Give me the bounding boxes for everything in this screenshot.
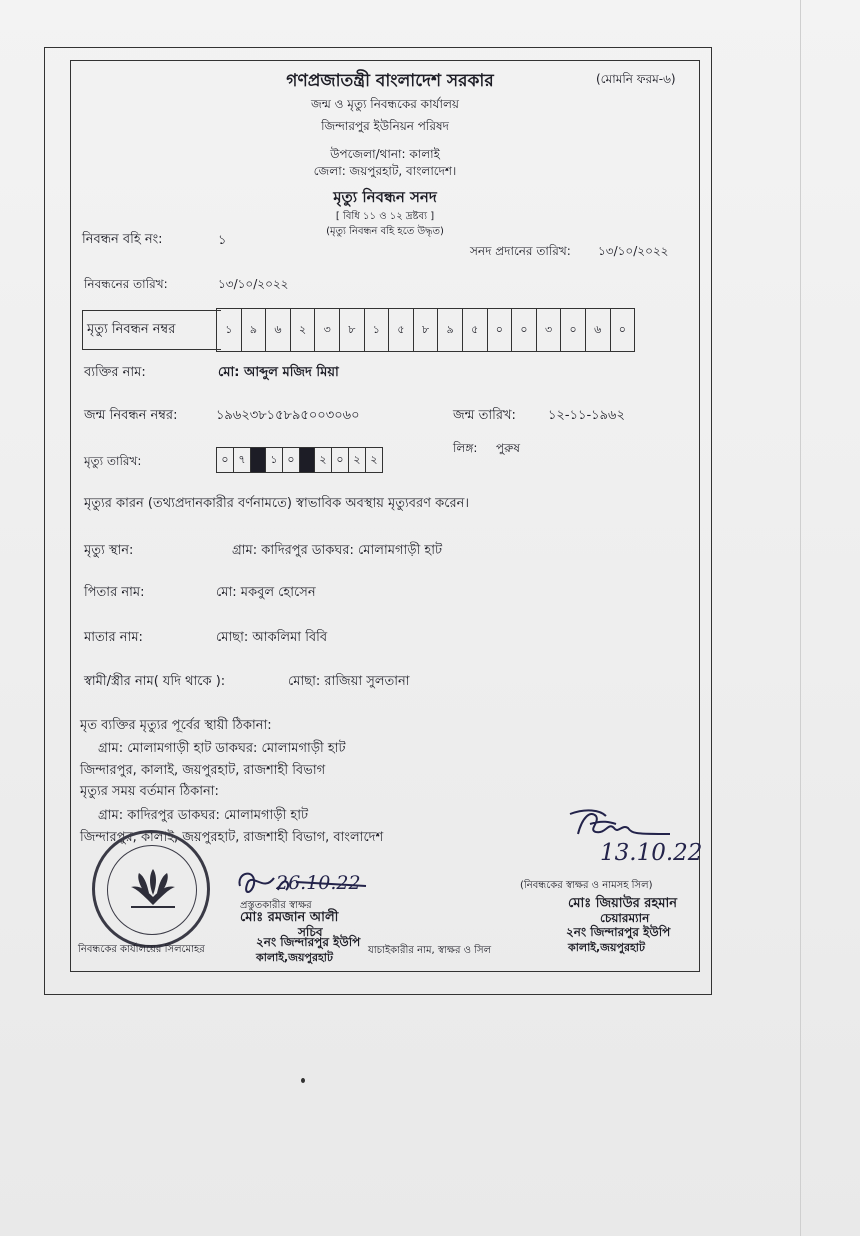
reg-number-digit: ৩ <box>537 309 562 351</box>
birth-date-value: ১২-১১-১৯৬২ <box>548 408 625 423</box>
death-year-digit: ২ <box>315 448 332 472</box>
reg-number-digit: ২ <box>291 309 316 351</box>
permanent-address-line1: গ্রাম: মোলামগাড়ী হাট ডাকঘর: মোলামগাড়ী হাট <box>98 741 346 756</box>
gender-label: লিঙ্গ: <box>453 441 478 455</box>
mother-name-value: মোছা: আকলিমা বিবি <box>216 630 328 645</box>
office-seal <box>92 830 210 948</box>
secretary-name: মোঃ রমজান আলী <box>240 910 339 925</box>
paper-speck <box>301 1078 305 1083</box>
gender-value: পুরুষ <box>496 441 520 455</box>
spouse-name-label: স্বামী/স্ত্রীর নাম( যদি থাকে ): <box>84 674 226 689</box>
death-year-digit: ২ <box>349 448 366 472</box>
death-cause-text: মৃত্যুর কারন (তথ্যপ্রদানকারীর বর্ণনামতে) স্বাভাবিক অবস্থায় মৃত্যুবরণ করেন। <box>84 496 470 511</box>
chairman-place: কালাই,জয়পুরহাট <box>568 941 645 954</box>
reg-number-digit: ৬ <box>266 309 291 351</box>
office-seal-caption: নিবন্ধকের কার্যালয়ের সিলমোহর <box>78 944 205 955</box>
permanent-address-label: মৃত ব্যক্তির মৃত্যুর পূর্বের স্থায়ী ঠিকানা: <box>80 718 272 733</box>
reg-number-digit: ৫ <box>389 309 414 351</box>
issue-date-value: ১৩/১০/২০২২ <box>598 244 669 258</box>
death-day-digit: ০ <box>217 448 234 472</box>
book-number-value: ১ <box>218 233 227 248</box>
death-place-value: গ্রাম: কাদিরপুর ডাকঘর: মোলামগাড়ী হাট <box>232 543 443 558</box>
chairman-title: চেয়ারম্যান <box>600 911 650 925</box>
present-address-line2: জিন্দারপুর, কালাই, জয়পুরহাট, রাজশাহী বিভাগ, বাংলাদেশ <box>80 830 384 845</box>
death-date-boxes <box>216 447 383 473</box>
source-note: (মৃত্যু নিবন্ধন বহি হতে উদ্ধৃত) <box>326 226 444 237</box>
preparer-caption: প্রস্তুতকারীর স্বাক্ষর <box>240 900 312 911</box>
death-reg-number-label: মৃত্যু নিবন্ধন নম্বর <box>82 310 221 350</box>
government-heading: গণপ্রজাতন্ত্রী বাংলাদেশ সরকার <box>286 71 494 91</box>
death-day-digit: ৭ <box>234 448 251 472</box>
verifier-caption: যাচাইকারীর নাম, স্বাক্ষর ও সিল <box>368 945 492 956</box>
reg-number-digit: ৫ <box>463 309 488 351</box>
registration-date-label: নিবন্ধনের তারিখ: <box>84 277 168 291</box>
father-name-value: মো: মকবুল হোসেন <box>216 585 316 600</box>
reg-number-digit: ১ <box>365 309 390 351</box>
date-separator <box>251 448 266 472</box>
death-month-digit: ১ <box>266 448 283 472</box>
father-name-label: পিতার নাম: <box>84 585 145 600</box>
reg-number-digit: ০ <box>488 309 513 351</box>
reg-number-digit: ৬ <box>586 309 611 351</box>
death-year-digit: ২ <box>370 452 378 466</box>
reg-number-digit: ০ <box>561 309 586 351</box>
preparer-date: 26.10.22 <box>276 872 361 894</box>
present-address-line1: গ্রাম: কাদিরপুর ডাকঘর: মোলামগাড়ী হাট <box>98 808 309 823</box>
reg-number-digit: ৮ <box>340 309 365 351</box>
rule-reference: [ বিধি ১১ ও ১২ দ্রষ্টব্য ] <box>335 211 435 222</box>
form-number: (মোমনি ফরম-৬) <box>596 72 676 86</box>
person-name-value: মো: আব্দুল মজিদ মিয়া <box>218 365 339 380</box>
birth-reg-value: ১৯৬২৩৮১৫৮৯৫০০৩০৬০ <box>216 408 360 423</box>
mother-name-label: মাতার নাম: <box>84 630 143 645</box>
book-number-label: নিবন্ধন বহি নং: <box>82 232 163 247</box>
registrar-caption: (নিবন্ধকের স্বাক্ষর ও নামসহ সিল) <box>520 880 653 891</box>
death-place-label: মৃত্যু স্থান: <box>84 543 134 558</box>
reg-number-digit: ৮ <box>414 309 439 351</box>
reg-number-digit: ১ <box>217 309 242 351</box>
chairman-union: ২নং জিন্দারপুর ইউপি <box>566 925 671 939</box>
date-separator <box>300 448 315 472</box>
lotus-emblem-icon <box>125 865 181 911</box>
issue-date-label: সনদ প্রদানের তারিখ: <box>470 244 571 258</box>
permanent-address-line2: জিন্দারপুর, কালাই, জয়পুরহাট, রাজশাহী বিভাগ <box>80 763 326 778</box>
reg-number-digit: ৯ <box>242 309 267 351</box>
office-heading: জন্ম ও মৃত্যু নিবন্ধকের কার্যালয় <box>311 97 459 111</box>
reg-number-digit: ০ <box>618 322 626 336</box>
spouse-name-value: মোছা: রাজিয়া সুলতানা <box>288 674 410 689</box>
reg-number-digit: ০ <box>512 309 537 351</box>
certificate-title: মৃত্যু নিবন্ধন সনদ <box>333 188 437 206</box>
reg-number-digit: ৩ <box>315 309 340 351</box>
union-heading: জিন্দারপুর ইউনিয়ন পরিষদ <box>321 119 449 133</box>
secretary-title: সচিব <box>298 925 323 939</box>
secretary-union: ২নং জিন্দারপুর ইউপি <box>256 935 361 949</box>
death-reg-number-boxes <box>216 308 635 352</box>
upazila-heading: উপজেলা/থানা: কালাই <box>330 147 440 161</box>
birth-date-label: জন্ম তারিখ: <box>453 408 516 423</box>
death-year-digit: ০ <box>332 448 349 472</box>
registration-date-value: ১৩/১০/২০২২ <box>218 277 289 291</box>
birth-reg-label: জন্ম নিবন্ধন নম্বর: <box>84 408 178 423</box>
death-date-label: মৃত্যু তারিখ: <box>84 454 142 468</box>
registrar-date: 13.10.22 <box>600 840 703 866</box>
secretary-place: কালাই,জয়পুরহাট <box>256 951 333 964</box>
person-name-label: ব্যক্তির নাম: <box>84 365 146 380</box>
district-heading: জেলা: জয়পুরহাট, বাংলাদেশ। <box>313 164 457 178</box>
chairman-name: মোঃ জিয়াউর রহমান <box>568 896 678 911</box>
death-month-digit: ০ <box>283 448 300 472</box>
present-address-label: মৃত্যুর সময় বর্তমান ঠিকানা: <box>80 784 219 799</box>
reg-number-digit: ৯ <box>438 309 463 351</box>
